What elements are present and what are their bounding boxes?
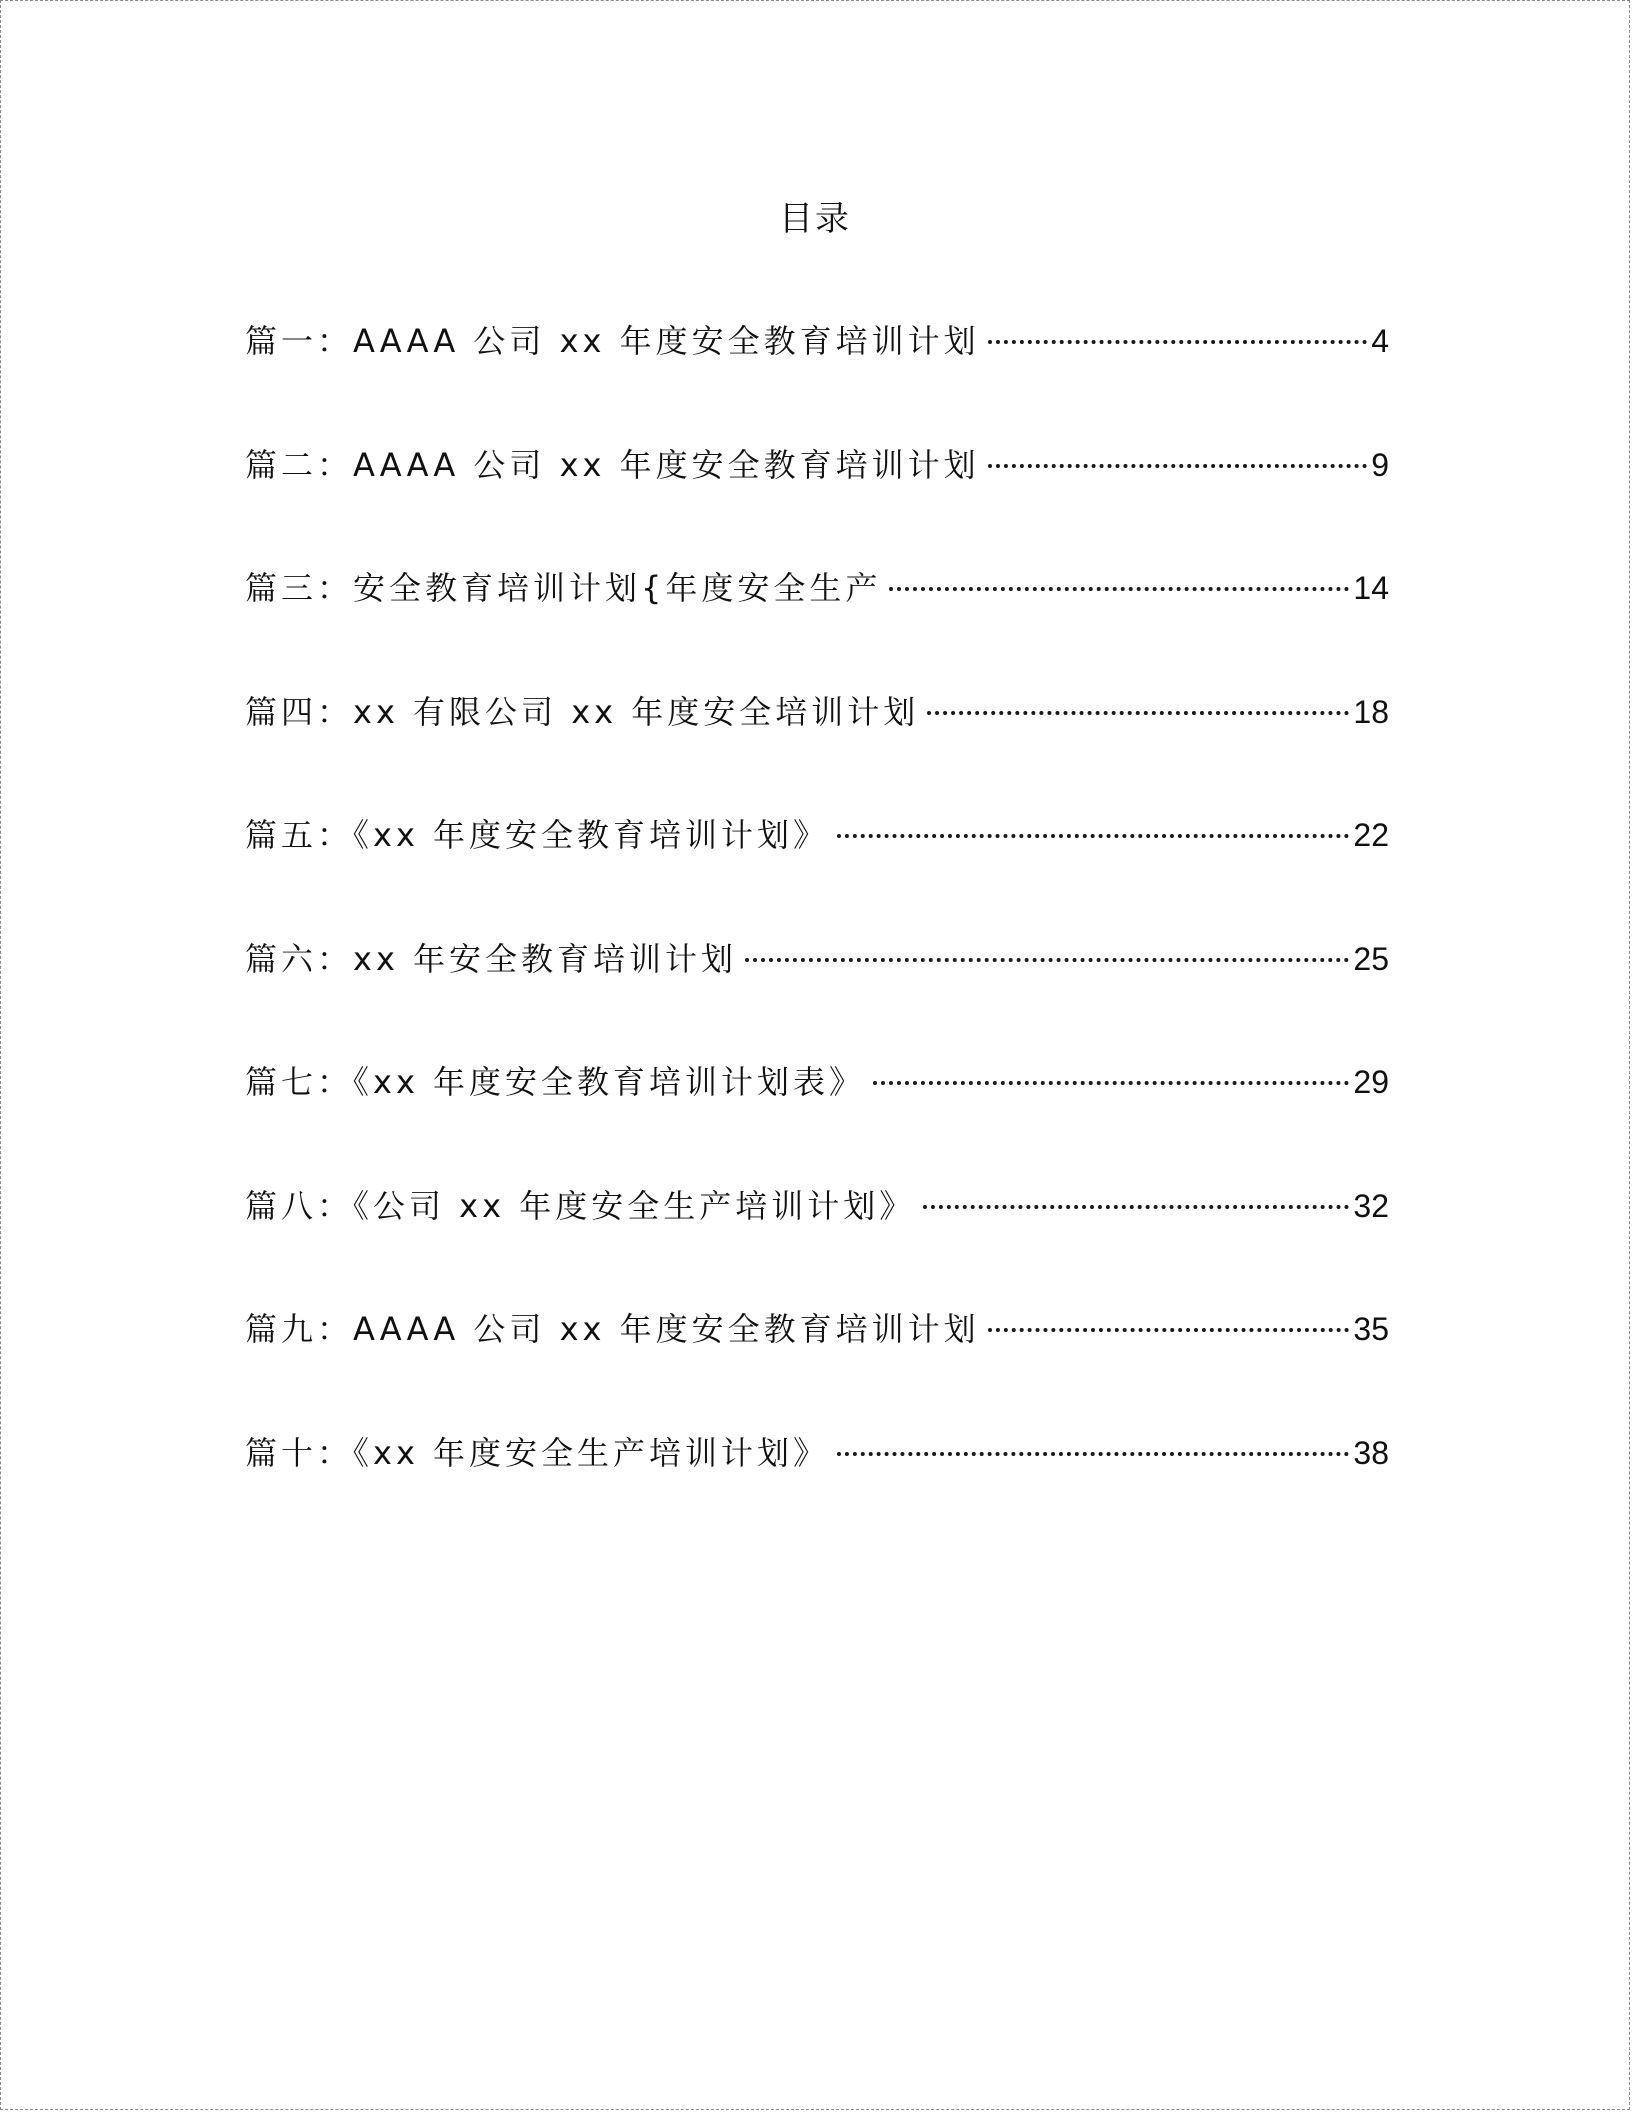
toc-dot-leader	[923, 1205, 1349, 1209]
toc-page-number: 29	[1353, 1064, 1389, 1100]
toc-page-number: 22	[1353, 817, 1389, 853]
toc-page-number: 14	[1353, 570, 1389, 606]
toc-page-number: 35	[1353, 1311, 1389, 1347]
toc-dot-leader	[873, 1081, 1349, 1085]
toc-entry-3[interactable]	[245, 558, 1389, 682]
table-of-contents	[245, 311, 1389, 1546]
toc-entry-10[interactable]	[245, 1423, 1389, 1547]
toc-dot-leader	[988, 464, 1368, 468]
toc-entry-label: 篇九：AAAA 公司 xx 年度安全教育培训计划	[245, 1310, 980, 1348]
toc-dot-leader	[837, 834, 1349, 838]
toc-dot-leader	[988, 1328, 1350, 1332]
toc-page-number: 18	[1353, 693, 1389, 730]
toc-entry-label: 篇八：《公司 xx 年度安全生产培训计划》	[245, 1186, 916, 1225]
toc-entry-7[interactable]	[245, 1052, 1389, 1176]
toc-entry-label: 篇一：AAAA 公司 xx 年度安全教育培训计划	[245, 322, 980, 360]
toc-entry-6[interactable]	[245, 929, 1389, 1053]
toc-entry-2[interactable]	[245, 435, 1389, 559]
toc-dot-leader	[745, 958, 1349, 962]
toc-entry-label: 篇五：《xx 年度安全教育培训计划》	[245, 816, 830, 854]
toc-entry-label: 篇二：AAAA 公司 xx 年度安全教育培训计划	[245, 445, 980, 484]
toc-entry-1[interactable]	[245, 311, 1389, 435]
toc-entry-label: 篇四：xx 有限公司 xx 年度安全培训计划	[245, 692, 920, 731]
toc-entry-5[interactable]	[245, 805, 1389, 929]
toc-page-number: 32	[1353, 1187, 1389, 1224]
toc-page-number: 25	[1353, 940, 1389, 977]
toc-dot-leader	[988, 340, 1368, 344]
toc-dot-leader	[927, 711, 1349, 715]
toc-dot-leader	[837, 1452, 1349, 1456]
toc-entry-label: 篇十：《xx 年度安全生产培训计划》	[245, 1433, 830, 1472]
toc-dot-leader	[889, 587, 1349, 591]
toc-entry-label: 篇六：xx 年安全教育培训计划	[245, 939, 738, 978]
toc-page-number: 4	[1371, 323, 1389, 359]
toc-entry-label: 篇七：《xx 年度安全教育培训计划表》	[245, 1063, 866, 1101]
toc-entry-9[interactable]	[245, 1299, 1389, 1423]
toc-page-number: 38	[1353, 1434, 1389, 1471]
toc-entry-8[interactable]	[245, 1176, 1389, 1300]
page-title: 目录	[779, 199, 851, 239]
toc-entry-label: 篇三：安全教育培训计划{年度安全生产	[245, 569, 882, 607]
toc-page-number: 9	[1371, 446, 1389, 483]
toc-entry-4[interactable]	[245, 682, 1389, 806]
